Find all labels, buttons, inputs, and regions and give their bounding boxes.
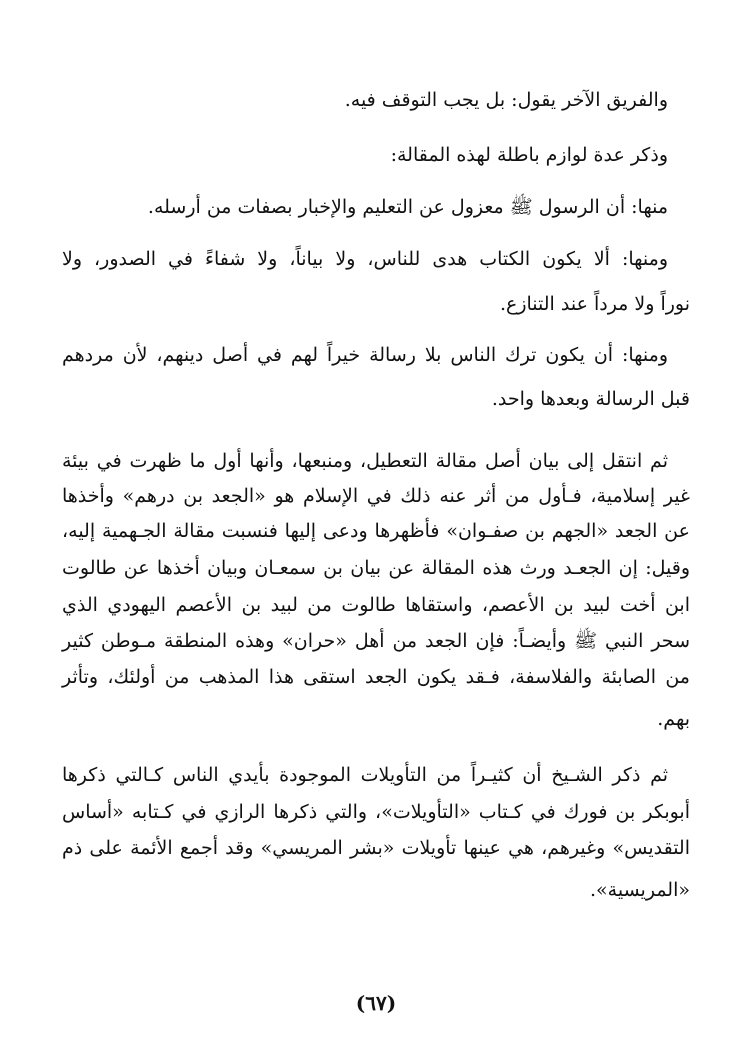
text-line: وذكر عدة لوازم باطلة لهذه المقالة:	[390, 144, 668, 166]
text-line: «المريسية».	[590, 879, 690, 901]
text-line: ومنها: ألا يكون الكتاب هدى للناس، ولا بياناً، ولا شفاءً في الصدور، ولا	[62, 248, 668, 270]
text-line: بهم.	[657, 708, 690, 730]
document-page	[62, 0, 690, 1062]
text-line: من الصابئة والفلاسفة، فـقد يكون الجعد استقى هذا المذهب من أولئك، وتأثر	[62, 666, 690, 688]
text-line: أبوبكر بن فورك في كـتاب «التأويلات»، والتي ذكرها الرازي في كـتابه «أساس	[62, 801, 690, 823]
text-line: ابن أخت لبيد بن الأعصم، واستقاها طالوت من لبيد بن الأعصم اليهودي الذي	[62, 594, 690, 616]
text-line: منها: أن الرسول ﷺ معزول عن التعليم والإخبار بصفات من أرسله.	[147, 196, 668, 218]
text-line: ثم انتقل إلى بيان أصل مقالة التعطيل، ومنبعها، وأنها أول ما ظهرت في بيئة	[62, 450, 668, 472]
text-line: ثم ذكر الشـيخ أن كثيـراً من التأويلات الموجودة بأيدي الناس كـالتي ذكرها	[62, 764, 668, 786]
page-number: (٦٧)	[355, 991, 397, 1015]
text-line: وقيل: إن الجعـد ورث هذه المقالة عن بيان بن سمعـان وبيان أخذها عن طالوت	[62, 557, 690, 579]
text-line: قبل الرسالة وبعدها واحد.	[491, 388, 690, 410]
text-line: عن الجعد «الجهم بن صفـوان» فأظهرها ودعى إليها فنسبت مقالة الجـهمية إليه،	[62, 520, 690, 542]
text-line: والفريق الآخر يقول: بل يجب التوقف فيه.	[344, 89, 668, 111]
text-line: سحر النبي ﷺ وأيضـاً: فإن الجعد من أهل «حران» وهذه المنطقة مـوطن كثير	[62, 630, 690, 652]
text-line: ومنها: أن يكون ترك الناس بلا رسالة خيراً لهم في أصل دينهم، لأن مردهم	[62, 344, 668, 366]
text-line: التقديس» وغيرهم، هي عينها تأويلات «بشر المريسي» وقد أجمع الأئمة على ذم	[62, 837, 690, 859]
text-line: غير إسلامية، فـأول من أثر عنه ذلك في الإسلام هو «الجعد بن درهم» وأخذها	[62, 485, 690, 507]
text-line: نوراً ولا مرداً عند التنازع.	[499, 293, 690, 315]
